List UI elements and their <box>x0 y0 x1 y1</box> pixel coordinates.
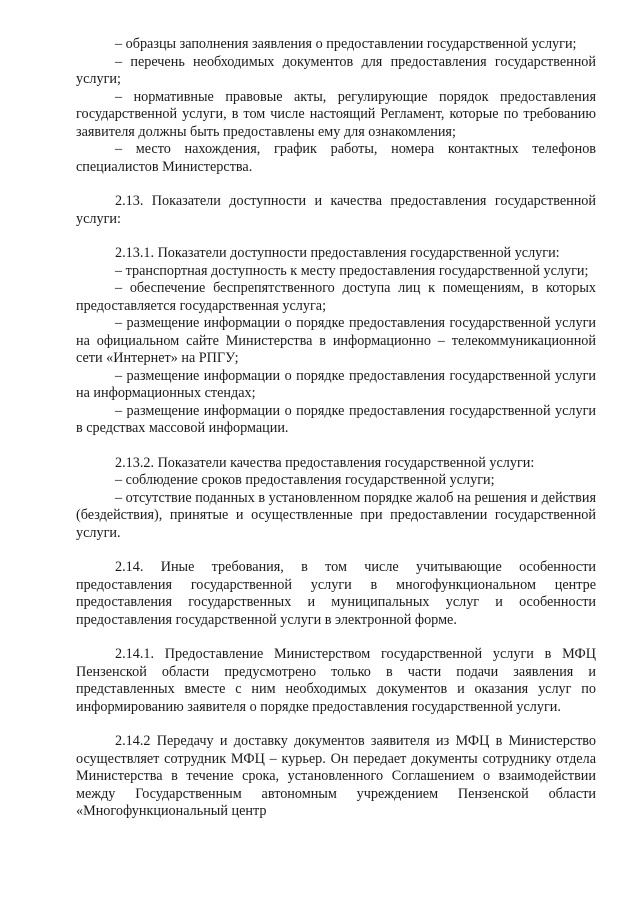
spacer <box>76 176 596 193</box>
section-2-14-2-paragraph: 2.14.2 Передачу и доставку документов заявителя из МФЦ в Министерство осуществляет сотрудник МФЦ – курьер. Он передает документы сотруднику отдела Министерства в течение срока, установленного Соглашением о взаимодействии между Государственным автономным учреждением Пензенской области «Многофункциональный центр <box>76 733 596 819</box>
bullet-barrier-free-access: – обеспечение беспрепятственного доступа лиц к помещениям, в которых предоставляется государственная услуга; <box>76 280 596 314</box>
bullet-info-media: – размещение информации о порядке предоставления государственной услуги в средствах массовой информации. <box>76 402 596 436</box>
bullet-no-complaints: – отсутствие поданных в установленном порядке жалоб на решения и действия (бездействия), принятые и осуществленные при предоставлении государственной услуги. <box>76 489 596 541</box>
spacer <box>76 228 596 245</box>
spacer <box>76 438 596 455</box>
bullet-deadlines: – соблюдение сроков предоставления государственной услуги; <box>115 472 495 488</box>
section-2-13-2-heading: 2.13.2. Показатели качества предоставления государственной услуги: <box>115 454 535 471</box>
bullet-legal-acts: – нормативные правовые акты, регулирующие порядок предоставления государственной услуги, в том числе настоящий Регламент, которые по требованию заявителя должны быть предоставлены ему для ознакомления; <box>76 88 596 140</box>
bullet-info-website: – размещение информации о порядке предоставления государственной услуги на официальном сайте Министерства в информационно – телекоммуникационной сети «Интернет» на РПГУ; <box>76 315 596 366</box>
section-2-13-1-heading: 2.13.1. Показатели доступности предоставления государственной услуги: <box>115 245 560 261</box>
bullet-location-schedule: – место нахождения, график работы, номера контактных телефонов специалистов Министерства. <box>76 141 596 175</box>
bullet-document-list: – перечень необходимых документов для предоставления государственной услуги; <box>76 53 596 87</box>
bullet-sample-forms: – образцы заполнения заявления о предоставлении государственной услуги; <box>115 36 577 52</box>
spacer <box>76 629 596 646</box>
bullet-transport-access: – транспортная доступность к месту предоставления государственной услуги; <box>115 262 589 279</box>
section-2-13-heading: 2.13. Показатели доступности и качества предоставления государственной услуги: <box>76 193 596 227</box>
spacer <box>76 716 596 733</box>
bullet-info-stands: – размещение информации о порядке предоставления государственной услуги на информационных стендах; <box>76 367 596 401</box>
document-page <box>76 36 596 821</box>
section-2-14-paragraph: 2.14. Иные требования, в том числе учитывающие особенности предоставления государственной услуги в многофункциональном центре предоставления государственных и муниципальных услуг и особенности предоставления государственной услуги в электронной форме. <box>76 559 596 628</box>
spacer <box>76 542 596 559</box>
section-2-14-1-paragraph: 2.14.1. Предоставление Министерством государственной услуги в МФЦ Пензенской области предусмотрено только в части подачи заявления и представленных вместе с ним необходимых документов и оказания услуг по информированию заявителя о порядке предоставления государственной услуги. <box>76 646 596 715</box>
